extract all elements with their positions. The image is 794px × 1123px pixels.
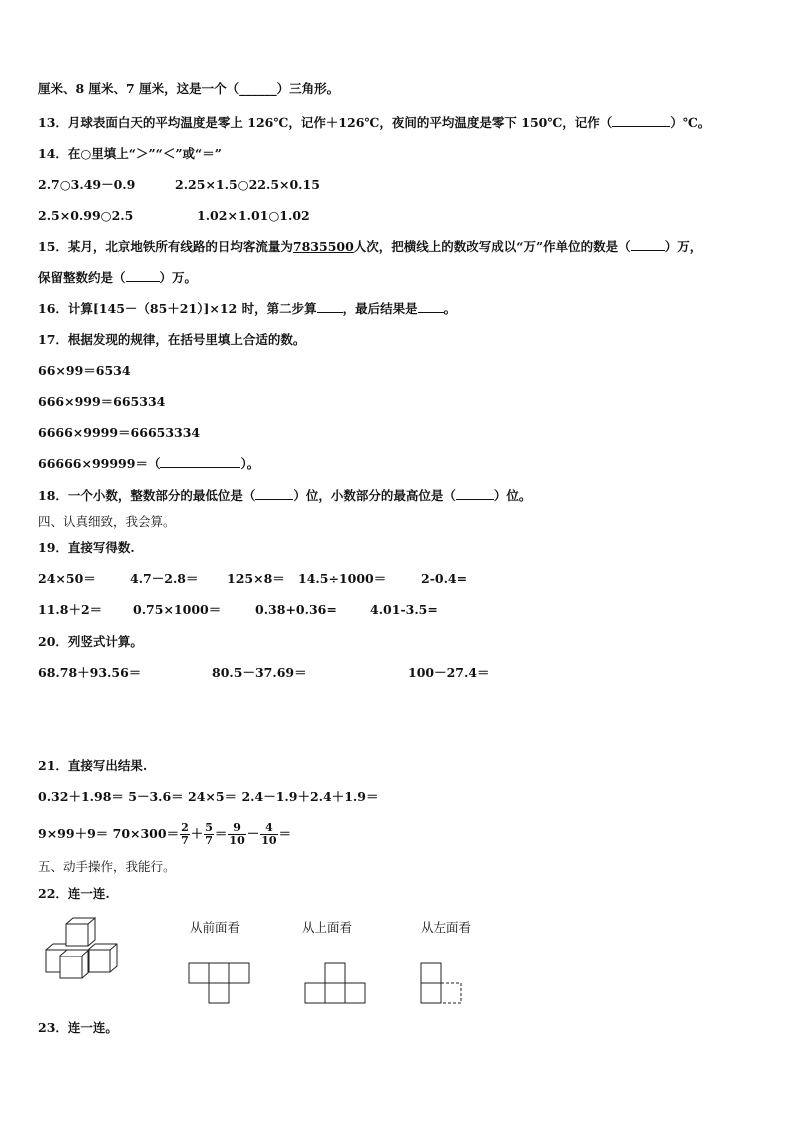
front-view-label: 从前面看 (190, 920, 241, 935)
pattern-row (38, 455, 259, 473)
calc-item: 2-0.4= (421, 571, 468, 586)
q15-unit-2: ）万。 (159, 270, 198, 285)
answer-blank[interactable] (255, 499, 293, 500)
calc-item: 11.8＋2＝ (38, 602, 103, 617)
q18-text: 18．一个小数，整数部分的最低位是（ (38, 488, 256, 503)
left-view-label: 从左面看 (421, 920, 472, 935)
q15-text-2: 人次，把横线上的数改写成以“万”作单位的数是（ (353, 239, 631, 254)
question-12-tail: 厘米、8 厘米、7 厘米，这是一个（______）三角形。 (38, 81, 340, 96)
q18-text-2: ）位，小数部分的最高位是（ (293, 488, 456, 503)
top-view-drawing (304, 962, 368, 1004)
calc-item: 14.5÷1000＝ (298, 571, 387, 586)
calc-item: 0.75×1000＝ (133, 602, 222, 617)
equals-sign: ＝ (278, 826, 292, 841)
question-23: 23．连一连。 (38, 1020, 118, 1035)
top-view-label: 从上面看 (302, 920, 353, 935)
question-21: 21．直接写出结果. (38, 758, 148, 773)
vertical-calc-item: 68.78＋93.56＝ (38, 665, 142, 680)
cube-stack-drawing (40, 916, 140, 982)
question-22: 22．连一连. (38, 886, 110, 901)
question-20: 20．列竖式计算。 (38, 634, 143, 649)
calc-item: 24×50＝ (38, 571, 96, 586)
section-four-heading: 四、认真细致，我会算。 (38, 514, 176, 529)
compare-item: 2.7○3.49－0.9 (38, 177, 136, 192)
q16-text: 16．计算[145－（85＋21）]×12 时，第二步算 (38, 301, 317, 316)
answer-blank[interactable] (317, 312, 343, 313)
q15-text: 15．某月，北京地铁所有线路的日均客流量为 (38, 239, 293, 254)
compare-item: 2.25×1.5○22.5×0.15 (175, 177, 320, 192)
compare-item: 1.02×1.01○1.02 (197, 208, 310, 223)
pattern-row: 6666×9999＝66653334 (38, 425, 201, 440)
answer-blank[interactable] (612, 126, 670, 127)
q16-text-2: ，最后结果是 (342, 301, 418, 316)
fraction: $\frac{9}{10}$ (229, 821, 245, 847)
question-15-line2 (38, 269, 197, 287)
pattern-text: 66666×99999＝（ (38, 456, 161, 471)
fraction: $\frac{2}{7}$ (181, 821, 189, 847)
vertical-calc-item: 80.5－37.69＝ (212, 665, 307, 680)
question-16 (38, 300, 456, 318)
pattern-row: 66×99＝6534 (38, 363, 131, 378)
vertical-calc-item: 100－27.4＝ (408, 665, 490, 680)
minus-sign: － (246, 826, 260, 841)
calc-item: 4.01-3.5= (370, 602, 438, 617)
question-21-row2 (38, 818, 291, 850)
pattern-row: 666×999＝665334 (38, 394, 166, 409)
front-view-drawing (188, 962, 252, 1004)
q15-underlined-number: 7835500 (292, 239, 354, 254)
answer-blank[interactable] (456, 499, 494, 500)
fraction: $\frac{5}{7}$ (205, 821, 213, 847)
calc-item: 125×8＝ (227, 571, 285, 586)
answer-blank[interactable] (631, 250, 665, 251)
pattern-end: ）。 (240, 456, 260, 471)
q13-text: 13．月球表面白天的平均温度是零上 126℃，记作＋126℃，夜间的平均温度是零下 150℃，记作（ (38, 115, 613, 130)
compare-item: 2.5×0.99○2.5 (38, 208, 134, 223)
answer-blank[interactable] (126, 281, 160, 282)
question-14: 14．在○里填上“＞”“＜”或“＝” (38, 146, 222, 161)
question-13 (38, 114, 710, 132)
answer-blank[interactable] (418, 312, 444, 313)
answer-blank[interactable] (160, 467, 240, 468)
q18-end: ）位。 (493, 488, 532, 503)
q13-unit: ）℃。 (670, 115, 711, 130)
q15-unit: ）万， (664, 239, 703, 254)
calc-item: 0.38+0.36= (255, 602, 337, 617)
question-15 (38, 238, 702, 256)
fraction: $\frac{4}{10}$ (261, 821, 277, 847)
calc-text: 9×99＋9＝ 70×300＝ (38, 826, 180, 841)
equals-sign: ＝ (214, 826, 228, 841)
left-view-drawing (420, 962, 466, 1004)
q16-end: 。 (443, 301, 457, 316)
calc-item: 4.7－2.8＝ (130, 571, 199, 586)
question-18 (38, 487, 531, 505)
section-five-heading: 五、动手操作，我能行。 (38, 859, 176, 874)
question-19: 19．直接写得数. (38, 540, 135, 555)
q15-text-3: 保留整数约是（ (38, 270, 126, 285)
question-17: 17．根据发现的规律，在括号里填上合适的数。 (38, 332, 306, 347)
question-21-row1: 0.32＋1.98＝ 5－3.6＝ 24×5＝ 2.4－1.9＋2.4＋1.9＝ (38, 789, 379, 804)
plus-sign: ＋ (190, 826, 204, 841)
